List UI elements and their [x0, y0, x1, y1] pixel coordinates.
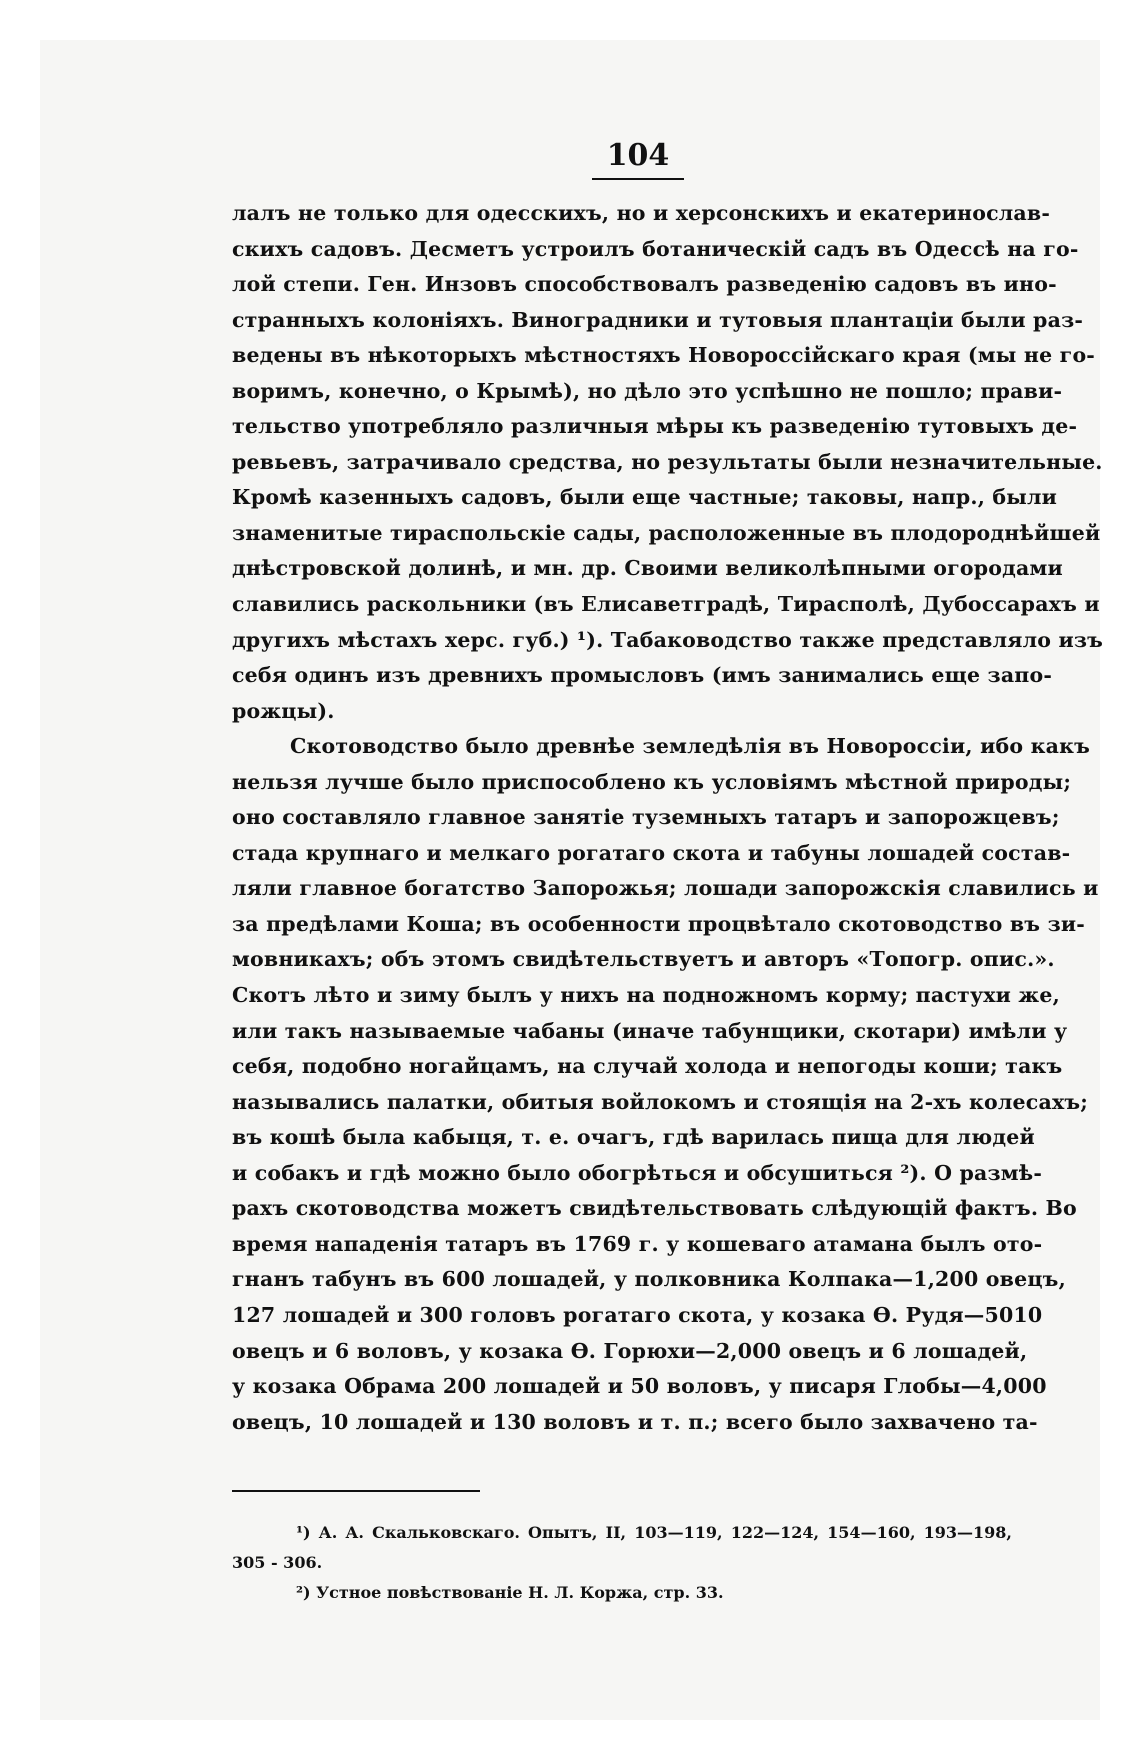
- text-line: Кромѣ казенныхъ садовъ, были еще частные; таковы, напр., были: [232, 485, 1058, 510]
- footnote-line: ¹) А. А. Скальковскаго. Опытъ, II, 103—119, 122—124, 154—160, 193—198,: [296, 1523, 1012, 1543]
- text-line: ревьевъ, затрачивало средства, но результаты были незначительные.: [232, 449, 1103, 474]
- text-line: стада крупнаго и мелкаго рогатаго скота и табуны лошадей состав-: [232, 840, 1071, 865]
- text-line: рожцы).: [232, 698, 335, 723]
- text-line: у козака Обрама 200 лошадей и 50 воловъ, у писаря Глобы—4,000: [232, 1374, 1047, 1399]
- book-page: [40, 40, 1104, 1720]
- page-number-underline: [592, 178, 684, 180]
- text-line: нельзя лучше было приспособлено къ условіямъ мѣстной природы;: [232, 769, 1072, 794]
- page-content: [232, 138, 1104, 1608]
- page-number: 104: [606, 138, 670, 173]
- text-line: знаменитые тираспольскіе сады, расположенные въ плодороднѣйшей: [232, 520, 1101, 545]
- text-line: скихъ садовъ. Десметъ устроилъ ботаническій садъ въ Одессѣ на го-: [232, 236, 1079, 261]
- text-line: или такъ называемые чабаны (иначе табунщики, скотари) имѣли у: [232, 1018, 1068, 1043]
- text-line: тельство употребляло различныя мѣры къ разведенію тутовыхъ де-: [232, 414, 1078, 439]
- text-line: Скотоводство было древнѣе земледѣлія въ Новороссіи, ибо какъ: [290, 734, 1090, 759]
- footnote-separator: [232, 1490, 480, 1492]
- text-line: 127 лошадей и 300 головъ рогатаго скота, у козака Ѳ. Рудя—5010: [232, 1302, 1043, 1327]
- text-line: въ кошѣ была кабыця, т. е. очагъ, гдѣ варилась пища для людей: [232, 1125, 1035, 1150]
- text-line: за предѣлами Коша; въ особенности процвѣтало скотоводство въ зи-: [232, 911, 1085, 936]
- footnote-line: 305 - 306.: [232, 1553, 323, 1573]
- text-line: лалъ не только для одесскихъ, но и херсонскихъ и екатеринослав-: [232, 201, 1051, 225]
- text-line: гнанъ табунъ въ 600 лошадей, у полковника Колпака—1,200 овецъ,: [232, 1267, 1066, 1292]
- text-line: себя, подобно ногайцамъ, на случай холода и непогоды коши; такъ: [232, 1054, 1063, 1079]
- text-line: овецъ, 10 лошадей и 130 воловъ и т. п.; всего было захвачено та-: [232, 1409, 1038, 1434]
- text-line: славились раскольники (въ Елисаветградѣ, Тирасполѣ, Дубоссарахъ и: [232, 592, 1100, 617]
- text-line: время нападенія татаръ въ 1769 г. у кошеваго атамана былъ ото-: [232, 1231, 1043, 1256]
- text-line: Скотъ лѣто и зиму былъ у нихъ на подножномъ корму; пастухи же,: [232, 983, 1060, 1008]
- text-line: овецъ и 6 воловъ, у козака Ѳ. Горюхи—2,000 овецъ и 6 лошадей,: [232, 1338, 1028, 1363]
- text-line: оно составляло главное занятіе туземныхъ татаръ и запорожцевъ;: [232, 805, 1060, 830]
- text-line: мовникахъ; объ этомъ свидѣтельствуетъ и авторъ «Топогр. опис.».: [232, 947, 1055, 972]
- text-line: другихъ мѣстахъ херс. губ.) ¹). Табаководство также представляло изъ: [232, 627, 1104, 652]
- text-line: ляли главное богатство Запорожья; лошади запорожскія славились и: [232, 876, 1099, 901]
- text-line: ведены въ нѣкоторыхъ мѣстностяхъ Новороссійскаго края (мы не го-: [232, 343, 1096, 368]
- footnotes: [232, 1518, 1012, 1608]
- text-line: и собакъ и гдѣ можно было обогрѣться и обсушиться ²). О размѣ-: [232, 1160, 1043, 1185]
- text-line: днѣстровской долинѣ, и мн. др. Своими великолѣпными огородами: [232, 556, 1063, 581]
- text-line: лой степи. Ген. Инзовъ способствовалъ разведенію садовъ въ ино-: [232, 272, 1057, 297]
- text-line: назывались палатки, обитыя войлокомъ и стоящія на 2-хъ колесахъ;: [232, 1089, 1089, 1114]
- text-line: себя одинъ изъ древнихъ промысловъ (имъ занимались еще запо-: [232, 663, 1053, 688]
- text-line: воримъ, конечно, о Крымѣ), но дѣло это успѣшно не пошло; прави-: [232, 378, 1063, 403]
- footnote-line: ²) Устное повѣствованіе Н. Л. Коржа, стр. 33.: [296, 1583, 724, 1603]
- text-line: рахъ скотоводства можетъ свидѣтельствовать слѣдующій фактъ. Во: [232, 1196, 1077, 1221]
- text-line: странныхъ колоніяхъ. Виноградники и тутовыя плантаціи были раз-: [232, 307, 1084, 332]
- body-text: [232, 196, 1104, 1440]
